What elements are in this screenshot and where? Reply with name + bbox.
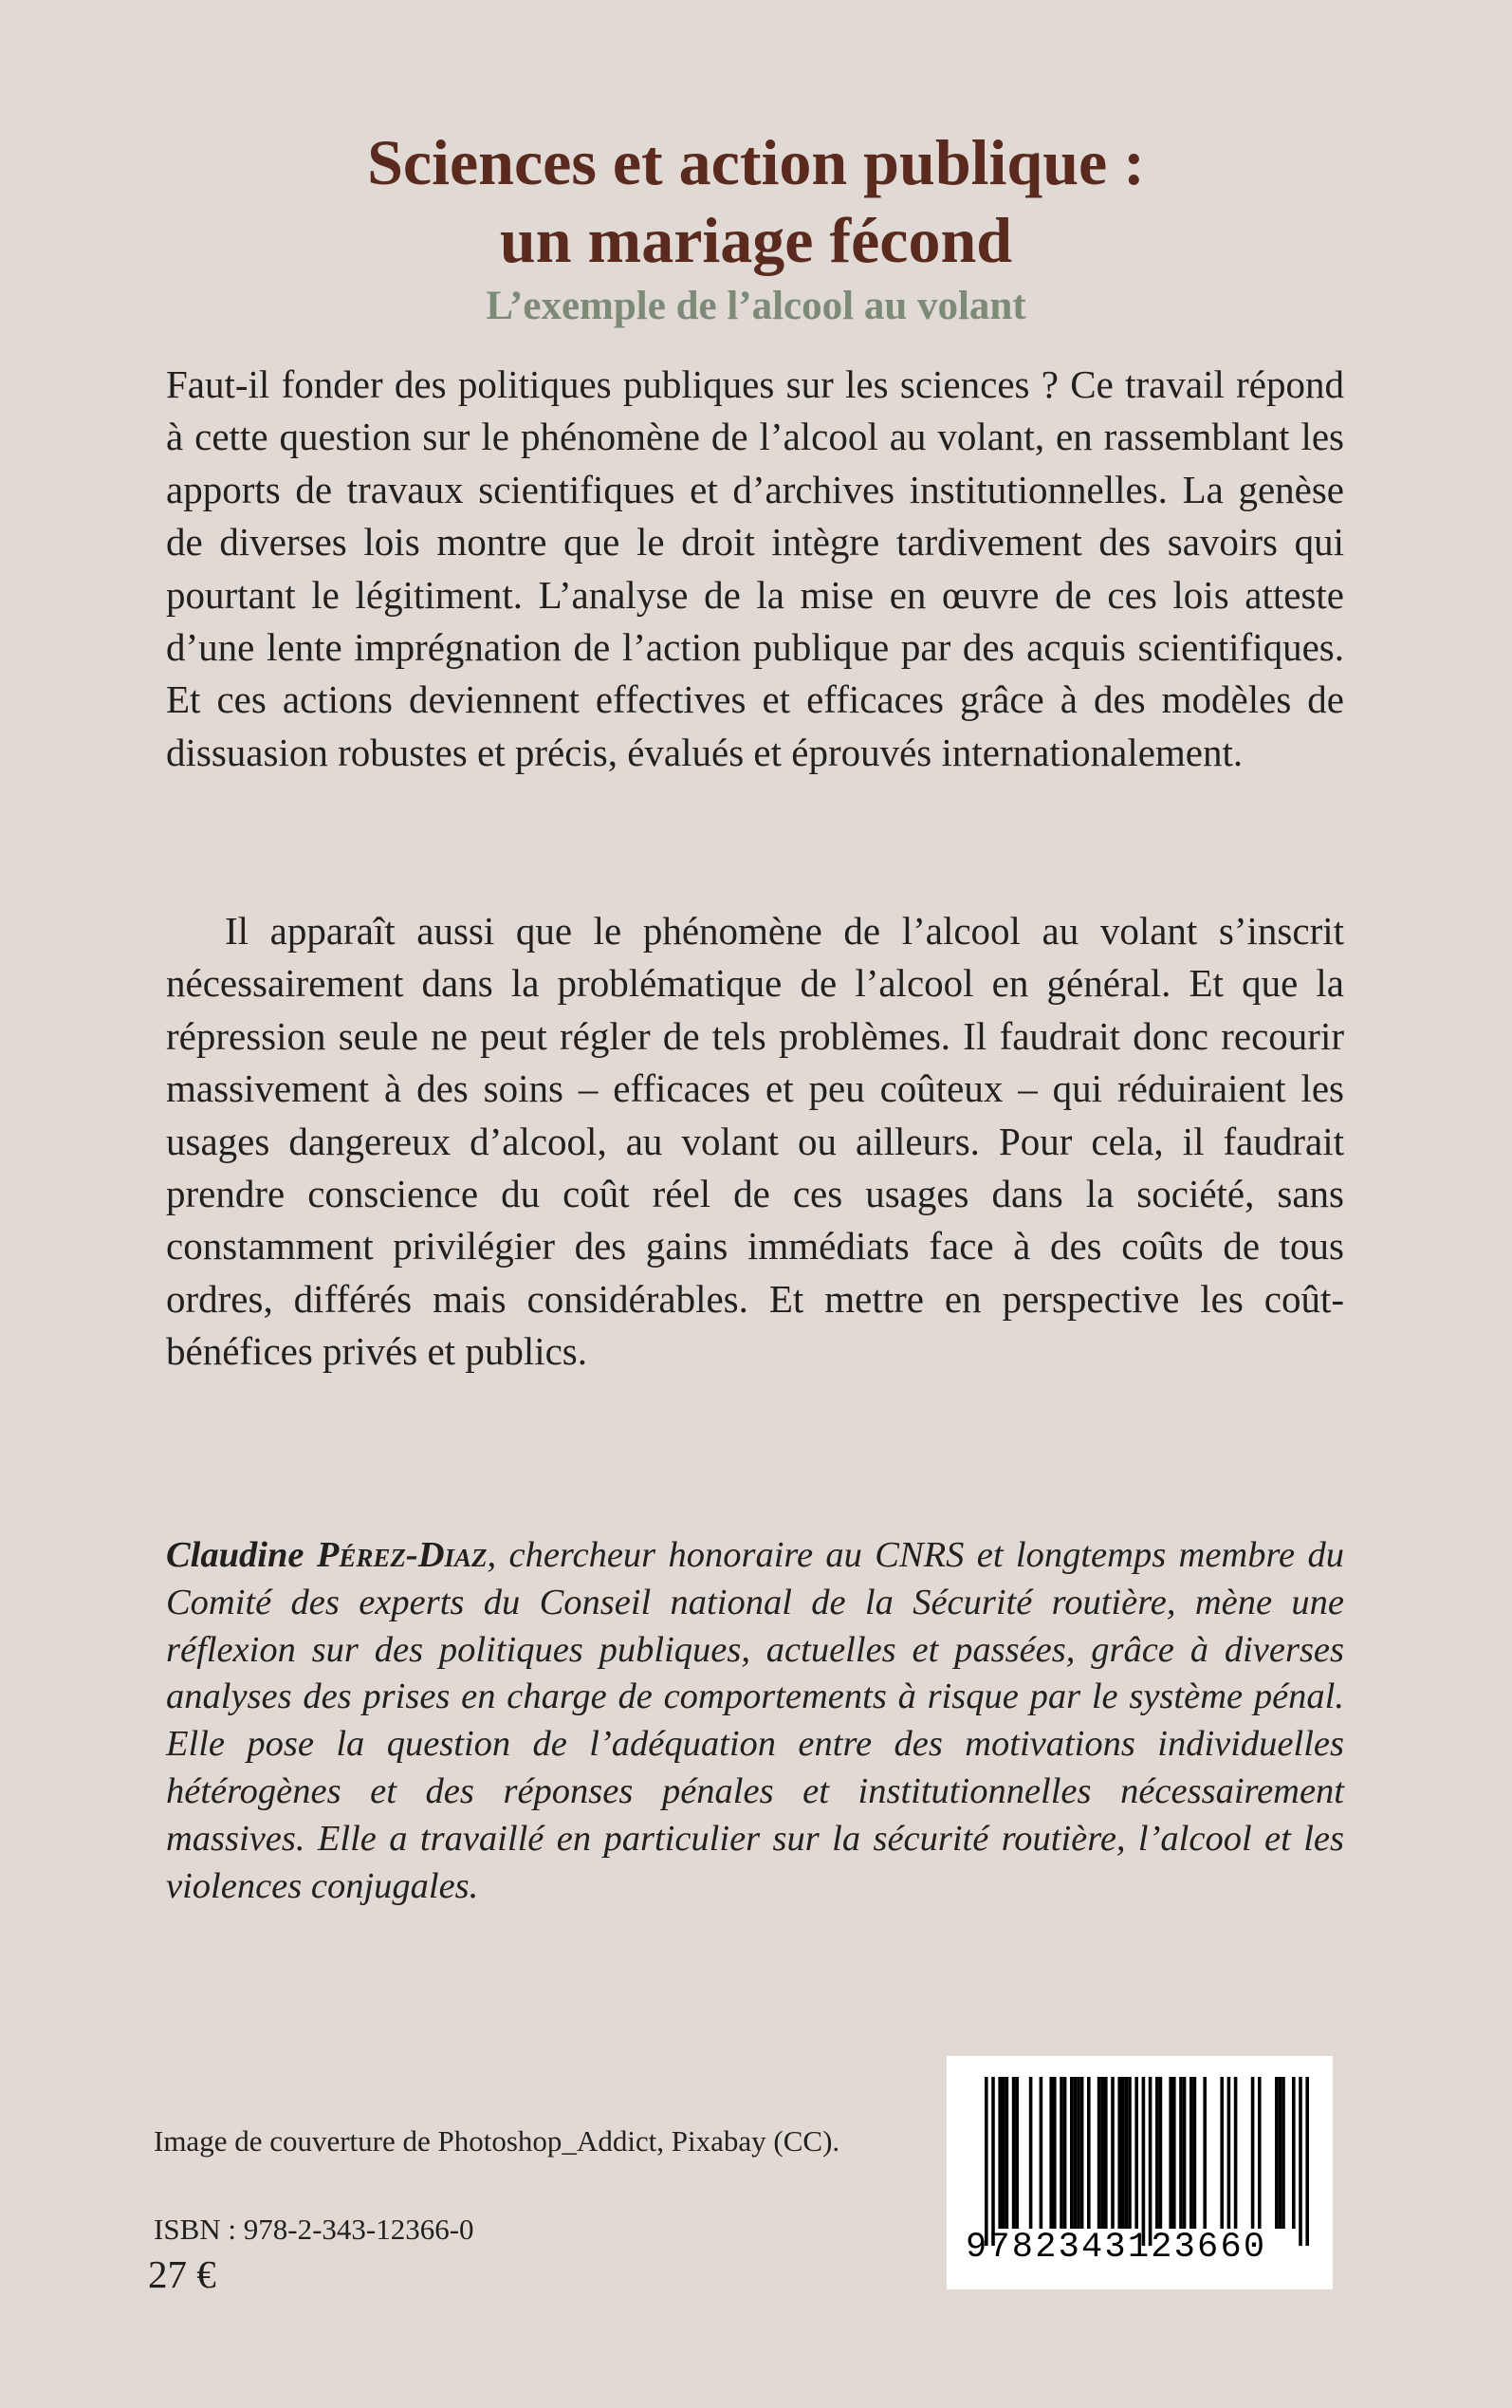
barcode-bar — [1292, 2077, 1296, 2229]
barcode-bar — [1077, 2077, 1080, 2229]
barcode-bar — [1080, 2077, 1084, 2229]
barcode-bar — [1305, 2077, 1309, 2246]
author-last-name: Pérez-Diaz — [316, 1535, 488, 1575]
book-title — [142, 123, 1370, 279]
barcode-bar — [1128, 2077, 1132, 2229]
barcode-bar — [998, 2077, 1002, 2229]
book-subtitle: L’exemple de l’alcool au volant — [486, 284, 1026, 328]
image-credit: Image de couverture de Photoshop_Addict, Pixabay (CC). — [154, 2124, 840, 2158]
barcode-bar — [1049, 2077, 1053, 2229]
barcode-bar — [1005, 2077, 1009, 2229]
barcode-bar — [1097, 2077, 1101, 2229]
barcode-bar — [1134, 2077, 1138, 2229]
barcode-bar — [1179, 2077, 1183, 2229]
title-line-2: un mariage fécond — [499, 204, 1013, 276]
barcode-bar — [1220, 2077, 1224, 2229]
barcode-bar — [1142, 2077, 1146, 2246]
barcode-bar — [1040, 2077, 1043, 2229]
barcode-bar — [1172, 2077, 1176, 2229]
barcode-bar — [1087, 2077, 1091, 2229]
barcode-bar — [1121, 2077, 1125, 2229]
barcode-bar — [1149, 2077, 1152, 2246]
barcode-bar — [1193, 2077, 1197, 2229]
barcode-bar — [1299, 2077, 1302, 2246]
barcode-digits: 9782343123660 — [966, 2228, 1267, 2268]
barcode-bar — [1060, 2077, 1063, 2229]
barcode-bar — [1275, 2077, 1279, 2229]
barcode-bar — [985, 2077, 988, 2246]
summary-paragraph-1: Faut-il fonder des politiques publiques sur les sciences ? Ce travail répond à cette question sur le phénomène de l’alcool au volant, en rassemblant les apports de travaux scientifiques et d’archives institutionnelles. La genèse de diverses lois montre que le droit intègre tardivement des savoirs qui pourtant le légitiment. L’analyse de la mise en œuvre de ces lois atteste d’une lente imprégnation de l’action publique par des acquis scientifiques. Et ces actions deviennent effectives et efficaces grâce à des modèles de dissuasion robustes et précis, évalués et éprouvés internationalement. — [166, 362, 1344, 774]
barcode-bar — [1169, 2077, 1172, 2229]
barcode-bar — [1015, 2077, 1019, 2229]
barcode-bar — [1183, 2077, 1187, 2229]
barcode-bar — [1189, 2077, 1193, 2229]
barcode-bar — [1251, 2077, 1255, 2229]
barcode-bar — [1053, 2077, 1057, 2229]
barcode-bar — [1159, 2077, 1163, 2229]
barcode-bar — [1117, 2077, 1121, 2229]
barcode-bar — [1203, 2077, 1207, 2229]
barcode-bar — [1074, 2077, 1078, 2229]
barcode — [947, 2056, 1333, 2289]
barcode-bar — [1070, 2077, 1074, 2229]
barcode-bar — [991, 2077, 995, 2246]
title-line-1: Sciences et action publique : — [367, 126, 1145, 198]
barcode-bar — [1029, 2077, 1033, 2229]
barcode-bar — [1155, 2077, 1159, 2229]
barcode-bar — [1002, 2077, 1005, 2229]
barcode-bar — [1111, 2077, 1115, 2229]
barcode-bar — [1282, 2077, 1285, 2229]
barcode-bar — [1227, 2077, 1231, 2229]
author-bio — [166, 1532, 1344, 1910]
barcode-bar — [1100, 2077, 1104, 2229]
summary-paragraph-2: Il apparaît aussi que le phénomène de l’alcool au volant s’inscrit nécessairement dans la problématique de l’alcool en général. Et que la répression seule ne peut régler de tels problèmes. Il faudrait donc recourir massivement à des soins – efficaces et peu coûteux – qui réduiraient les usages dangereux d’alcool, au volant ou ailleurs. Pour cela, il faudrait prendre conscience du coût réel de ces usages dans la société, sans constamment privilégier des gains immédiats face à des coûts de tous ordres, différés mais considérables. Et mettre en perspective les coût-bénéfices privés et publics. — [166, 909, 1344, 1374]
barcode-bar — [1104, 2077, 1108, 2229]
author-name — [166, 1535, 488, 1575]
barcode-bar — [1234, 2077, 1238, 2229]
author-bio-text: , chercheur honoraire au CNRS et longtemps membre du Comité des experts du Conseil national de la Sécurité routière, mène une réflexion sur des politiques publiques, actuelles et passées, grâce à diverses analyses des prises en charge de comportements à risque par le système pénal. Elle pose la question de l’adéquation entre des motivations individuelles hétérogènes et des réponses pénales et institutionnelles nécessairement massives. Elle a travaillé en particulier sur la sécurité routière, l’alcool et les violences conjugales. — [166, 1535, 1344, 1906]
barcode-bar — [1063, 2077, 1067, 2229]
barcode-bar — [1258, 2077, 1262, 2229]
barcode-bar — [1012, 2077, 1016, 2229]
isbn: ISBN : 978-2-343-12366-0 — [154, 2213, 474, 2246]
price: 27 € — [148, 2252, 216, 2296]
barcode-bar — [1279, 2077, 1282, 2229]
barcode-bar — [1125, 2077, 1129, 2229]
author-first-name: Claudine — [166, 1535, 317, 1575]
